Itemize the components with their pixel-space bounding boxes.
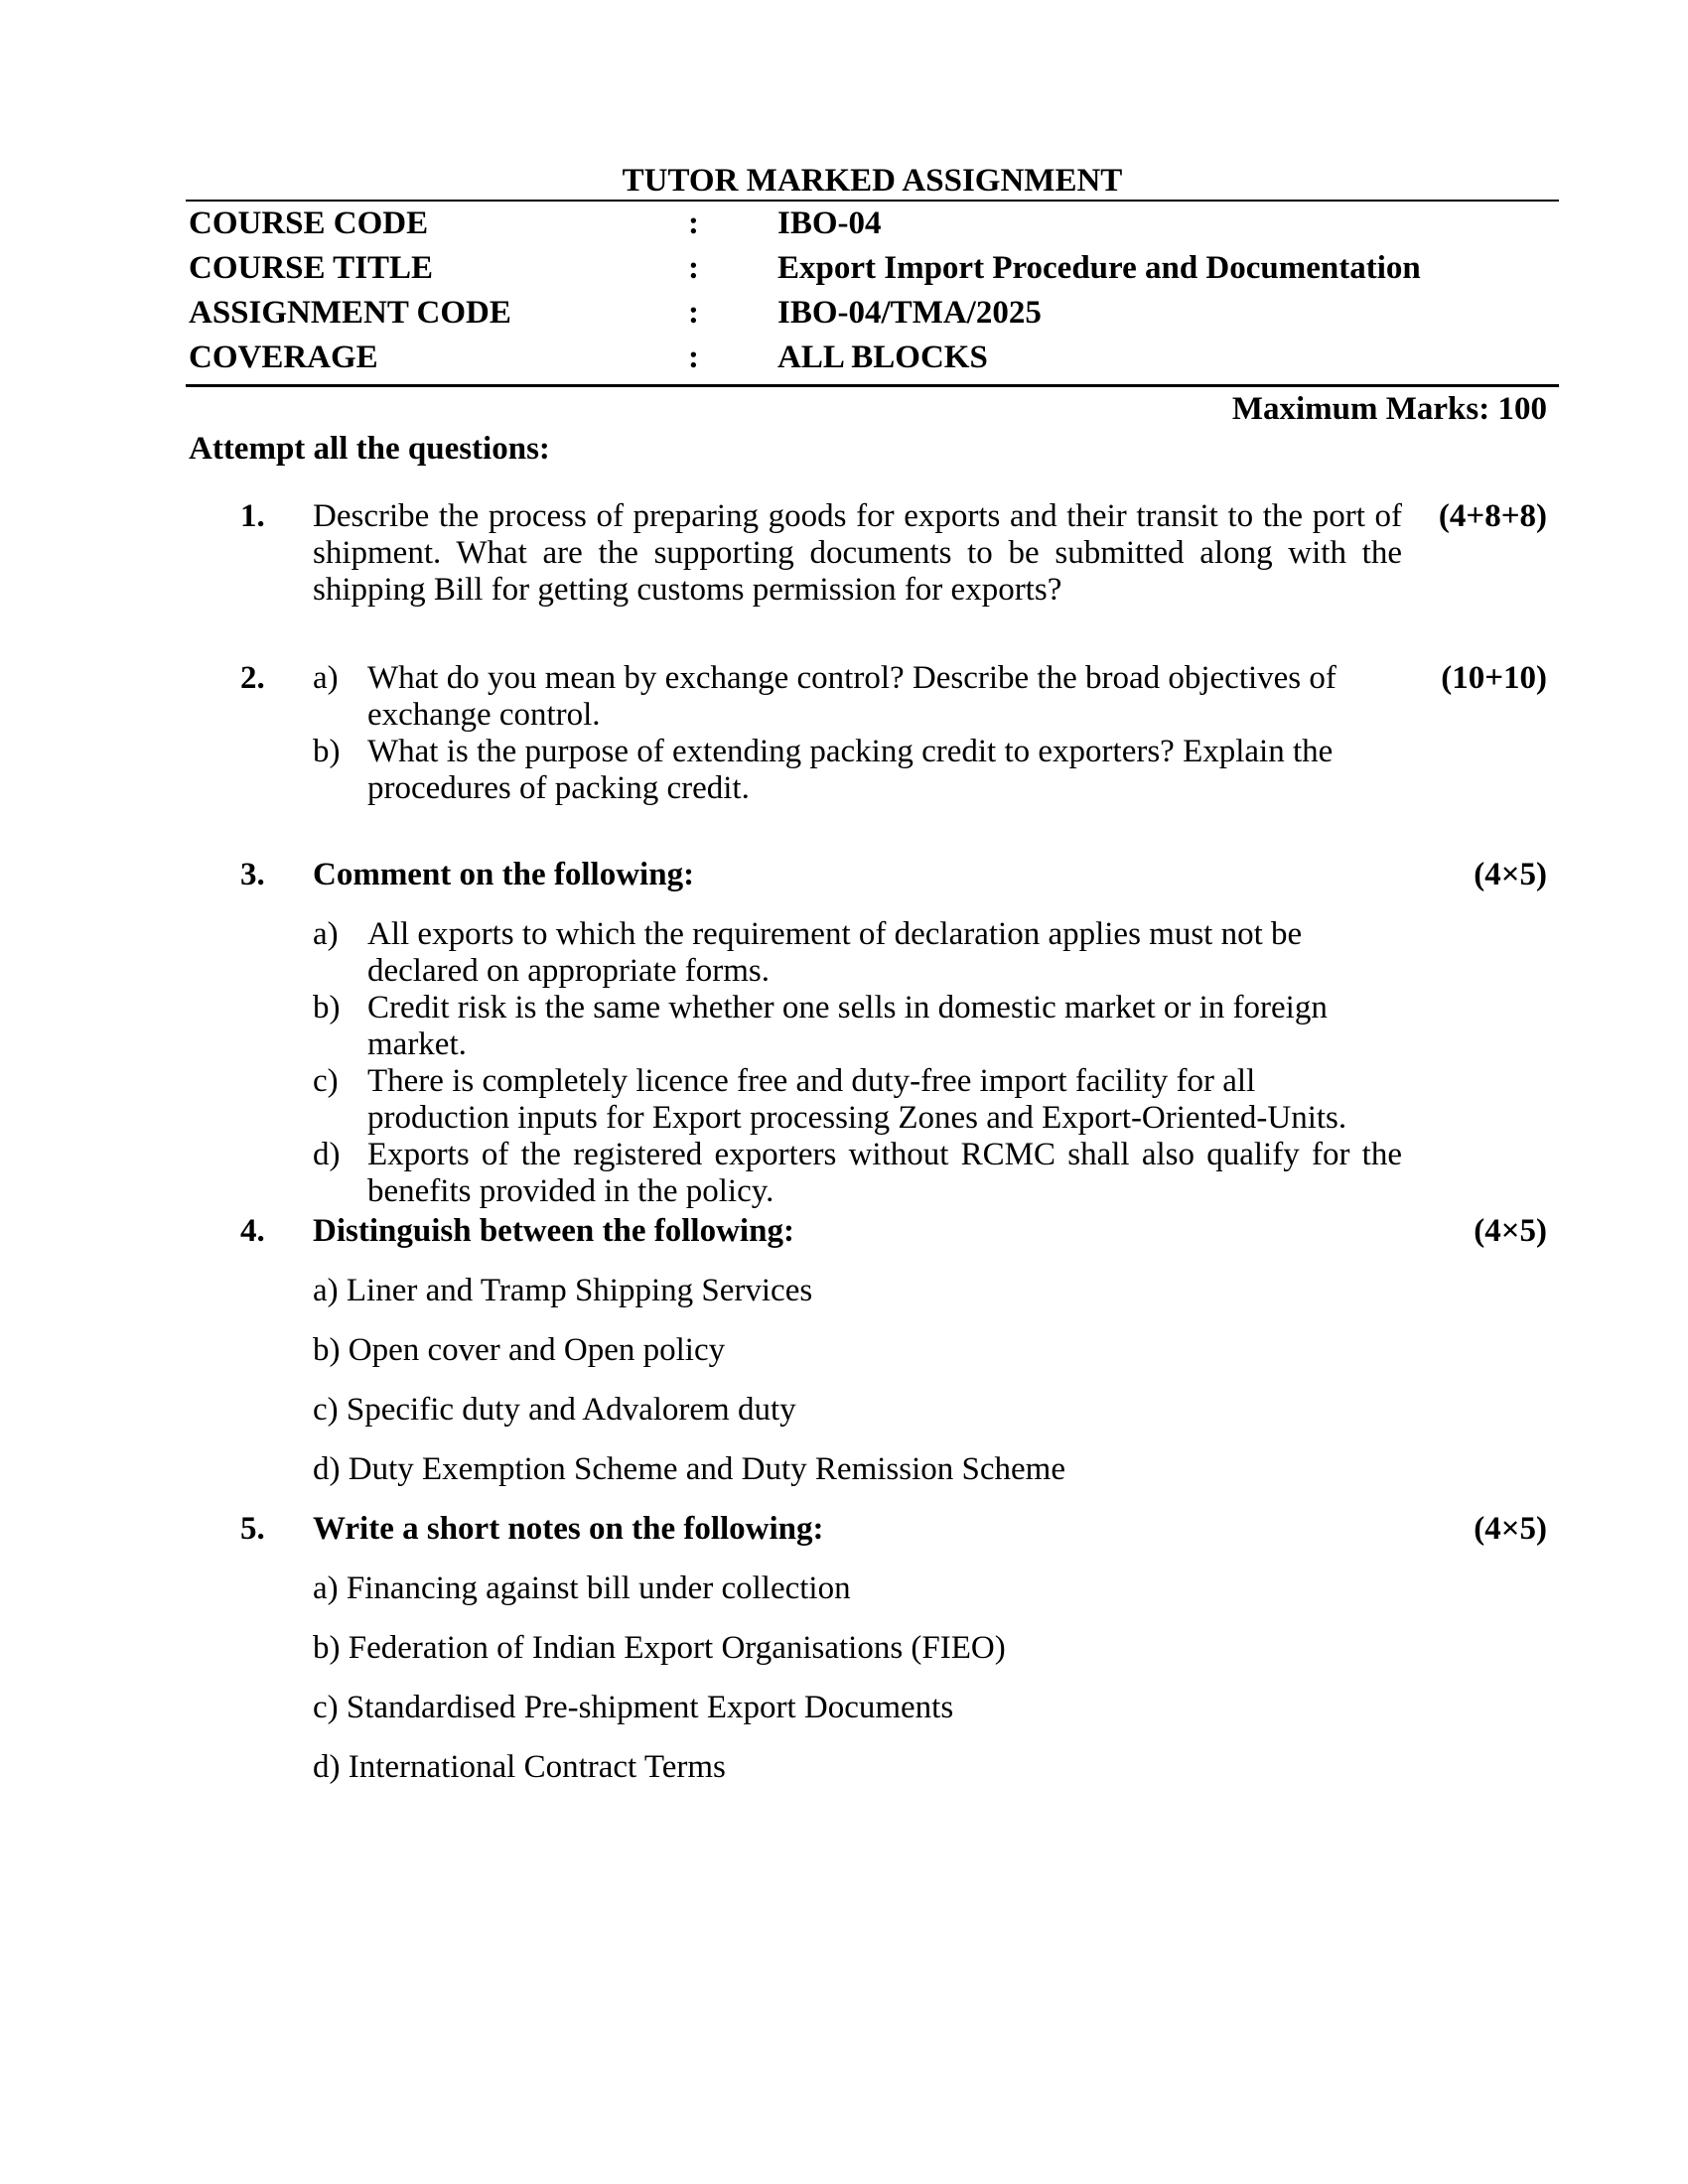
question-line: market. [367,1026,467,1062]
page-title: TUTOR MARKED ASSIGNMENT [622,163,1123,199]
sub-item-text [367,1137,1402,1210]
course-row-title [186,246,1559,291]
sub-item-text [367,990,1402,1063]
question-3-heading: Comment on the following: [313,857,695,892]
course-row-assignment-code [186,291,1559,336]
question-5-body [313,1511,1402,1786]
list-item: b) Open cover and Open policy [313,1332,726,1368]
sub-item-letter: b) [313,990,341,1025]
assignment-code-label: ASSIGNMENT CODE [189,295,511,331]
assignment-code-value: IBO-04/TMA/2025 [777,295,1042,331]
question-2-body [313,660,1402,807]
sub-item-2a [313,660,1402,734]
list-item: c) Specific duty and Advalorem duty [313,1392,796,1428]
question-1 [186,498,1559,609]
assignment-code-colon: : [688,295,699,331]
question-3-body [313,857,1402,1210]
question-line: There is completely licence free and duty-free import facility for all [367,1063,1256,1099]
course-info-table [186,202,1559,380]
header-rule-bottom [186,384,1559,387]
question-line: declared on appropriate forms. [367,953,770,989]
course-code-colon: : [688,205,699,241]
question-3-number: 3. [240,857,265,892]
attempt-note: Attempt all the questions: [189,431,550,467]
question-4 [186,1213,1559,1488]
sub-item-3a [313,916,1402,990]
question-line: exchange control. [367,697,601,733]
course-title-colon: : [688,250,699,286]
sub-item-text [367,1063,1402,1137]
list-item: d) International Contract Terms [313,1749,726,1785]
question-3-items [313,916,1402,1210]
list-item: d) Duty Exemption Scheme and Duty Remission Scheme [313,1451,1065,1487]
coverage-colon: : [688,340,699,375]
question-5-heading: Write a short notes on the following: [313,1511,824,1547]
question-2-marks: (10+10) [1441,660,1547,696]
question-line: What do you mean by exchange control? Describe the broad objectives of [367,660,1336,696]
question-line: All exports to which the requirement of declaration applies must not be [367,916,1303,952]
question-line: Exports of the registered exporters without RCMC shall also qualify for the [367,1137,1402,1172]
sub-item-3c [313,1063,1402,1137]
course-code-value: IBO-04 [777,205,882,241]
question-line: production inputs for Export processing Zones and Export-Oriented-Units. [367,1100,1347,1136]
max-marks: Maximum Marks: 100 [1231,391,1547,427]
question-1-marks: (4+8+8) [1438,498,1547,534]
sub-item-text [367,734,1402,807]
question-line: What is the purpose of extending packing credit to exporters? Explain the [367,734,1334,769]
sub-item-text [367,660,1402,734]
course-title-label: COURSE TITLE [189,250,434,286]
sub-item-text [367,916,1402,990]
question-line: Describe the process of preparing goods for exports and their transit to the port of [313,498,1402,534]
question-line: procedures of packing credit. [367,770,750,806]
list-item: c) Standardised Pre-shipment Export Documents [313,1690,954,1725]
question-4-marks: (4×5) [1474,1213,1547,1249]
sub-item-letter: a) [313,660,339,696]
coverage-label: COVERAGE [189,340,378,375]
question-line: shipment. What are the supporting documents to be submitted along with the [313,535,1402,571]
question-2 [186,660,1559,807]
question-5-marks: (4×5) [1474,1511,1547,1547]
question-2-number: 2. [240,660,265,696]
question-5-number: 5. [240,1511,265,1547]
list-item: a) Liner and Tramp Shipping Services [313,1273,813,1308]
question-4-body [313,1213,1402,1488]
sub-item-letter: b) [313,734,341,769]
sub-item-letter: a) [313,916,339,952]
sub-item-letter: d) [313,1137,341,1172]
coverage-value: ALL BLOCKS [777,340,988,375]
question-line: Credit risk is the same whether one sells in domestic market or in foreign [367,990,1328,1025]
question-1-number: 1. [240,498,265,534]
question-4-number: 4. [240,1213,265,1249]
page-content [186,163,1559,1786]
course-row-coverage [186,336,1559,380]
course-code-label: COURSE CODE [189,205,429,241]
question-line: shipping Bill for getting customs permission for exports? [313,572,1062,608]
sub-item-3b [313,990,1402,1063]
course-title-value: Export Import Procedure and Documentation [777,250,1421,286]
question-5 [186,1511,1559,1786]
course-row-code [186,202,1559,246]
question-line: benefits provided in the policy. [367,1173,774,1209]
question-3-marks: (4×5) [1474,857,1547,892]
sub-item-letter: c) [313,1063,339,1099]
list-item: b) Federation of Indian Export Organisations (FIEO) [313,1630,1006,1666]
question-3 [186,857,1559,1210]
question-4-heading: Distinguish between the following: [313,1213,794,1249]
sub-item-2b [313,734,1402,807]
sub-item-3d [313,1137,1402,1210]
question-1-body [313,498,1402,609]
questions-list [186,498,1559,1786]
list-item: a) Financing against bill under collection [313,1570,851,1606]
